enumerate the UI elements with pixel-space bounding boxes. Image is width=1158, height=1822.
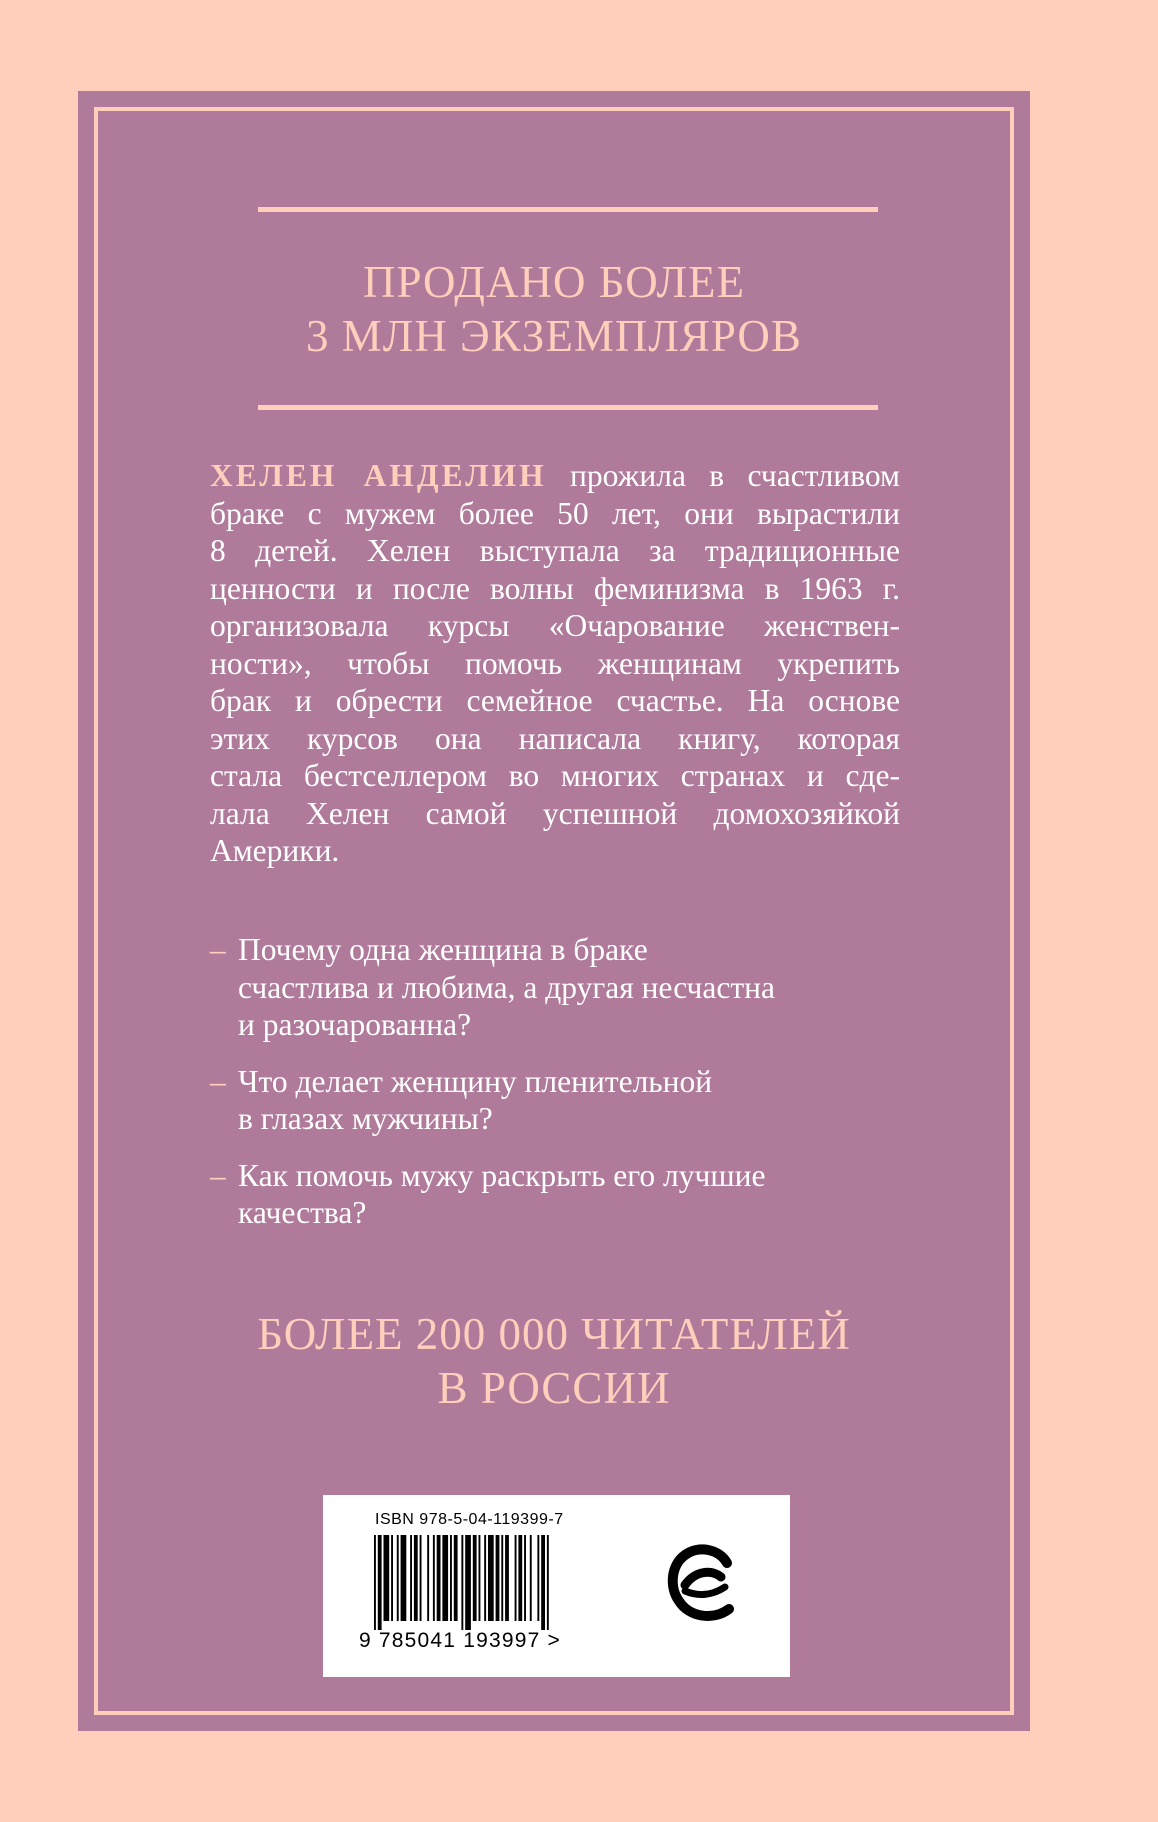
question-dash: – — [210, 1063, 226, 1099]
headline-readers-line-2: В РОССИИ — [437, 1363, 671, 1413]
question-line: качества? — [238, 1195, 367, 1230]
barcode-digits: 9 785041 193997 > — [359, 1629, 561, 1652]
bio-line: организовала курсы «Очарование женствен- — [210, 608, 900, 643]
barcode-bar — [378, 1535, 382, 1630]
barcode-bar — [505, 1535, 509, 1621]
barcode-bar — [442, 1535, 448, 1621]
question-item — [210, 1063, 910, 1138]
barcode-bar — [496, 1535, 500, 1621]
barcode-bar — [391, 1535, 393, 1621]
barcode-bar — [547, 1535, 549, 1630]
barcode-bar — [465, 1535, 471, 1630]
barcode-bar — [433, 1535, 435, 1621]
question-line: Почему одна женщина в браке — [238, 932, 648, 967]
question-line: и разочарованна? — [238, 1007, 472, 1042]
question-line: в глазах мужчины? — [238, 1101, 493, 1136]
barcode-bar — [524, 1535, 526, 1621]
top-rule — [258, 207, 878, 212]
bottom-rule — [258, 405, 878, 410]
headline-sold-copies — [78, 255, 1030, 363]
bio-line: Америки. — [210, 833, 340, 868]
eksmo-logo-icon — [665, 1541, 741, 1627]
bio-line: брак и обрести семейное счастье. На основе — [210, 683, 900, 718]
barcode-bar — [515, 1535, 517, 1621]
question-line: счастлива и любима, а другая несчастна — [238, 969, 775, 1005]
isbn-label: ISBN 978-5-04-119399-7 — [375, 1511, 564, 1528]
headline-sold-line-1: ПРОДАНО БОЛЕЕ — [362, 257, 746, 307]
barcode-bar — [437, 1535, 441, 1621]
bio-line: стала бестселлером во многих странах и сде- — [210, 758, 900, 793]
barcode-bar — [479, 1535, 481, 1621]
barcode-bar — [401, 1535, 407, 1621]
question-dash: – — [210, 932, 226, 967]
barcode-bar — [501, 1535, 503, 1621]
bio-line-1-text: прожила в счастливом — [546, 458, 900, 493]
barcode-bar — [410, 1535, 412, 1621]
headline-readers — [78, 1307, 1030, 1415]
barcode-bar — [450, 1535, 452, 1621]
barcode-bar — [488, 1535, 494, 1621]
author-bio — [210, 457, 900, 870]
question-line: Что делает женщину пленительной — [238, 1063, 713, 1099]
question-list — [210, 931, 910, 1251]
question-item — [210, 1157, 910, 1232]
bio-line — [210, 457, 900, 495]
barcode-bar — [461, 1535, 463, 1630]
bio-line: 8 детей. Хелен выступала за традиционные — [210, 533, 900, 568]
book-back-cover — [75, 88, 1033, 1734]
bio-line: ности», чтобы помочь женщинам укрепить — [210, 645, 900, 681]
bio-line: ценности и после волны феминизма в 1963 г. — [210, 570, 900, 606]
barcode-panel — [323, 1495, 790, 1677]
barcode-bar — [473, 1535, 477, 1621]
bio-line: браке с мужем более 50 лет, они вырастили — [210, 495, 900, 531]
author-name: ХЕЛЕН АНДЕЛИН — [210, 458, 547, 493]
barcode-bar — [384, 1535, 390, 1621]
headline-readers-line-1: БОЛЕЕ 200 000 ЧИТАТЕЛЕЙ — [257, 1309, 851, 1359]
question-line: Как помочь мужу раскрыть его лучшие — [238, 1157, 766, 1193]
barcode-bar — [414, 1535, 418, 1621]
barcode-bar — [484, 1535, 486, 1621]
barcode-bar — [374, 1535, 376, 1630]
barcode-bar — [427, 1535, 429, 1621]
headline-sold-line-2: 3 МЛН ЭКЗЕМПЛЯРОВ — [306, 311, 802, 361]
barcode-bar — [530, 1535, 532, 1621]
bio-line: лала Хелен самой успешной домохозяйкой — [210, 795, 900, 831]
question-item — [210, 931, 910, 1044]
barcode-bar — [518, 1535, 522, 1621]
barcode-bar — [454, 1535, 458, 1621]
barcode-bar — [537, 1535, 539, 1621]
question-dash: – — [210, 1157, 226, 1193]
barcode-bar — [420, 1535, 422, 1621]
bio-line: этих курсов она написала книгу, которая — [210, 720, 900, 756]
barcode-icon — [374, 1535, 604, 1630]
barcode-bar — [397, 1535, 399, 1621]
barcode-bar — [541, 1535, 545, 1630]
